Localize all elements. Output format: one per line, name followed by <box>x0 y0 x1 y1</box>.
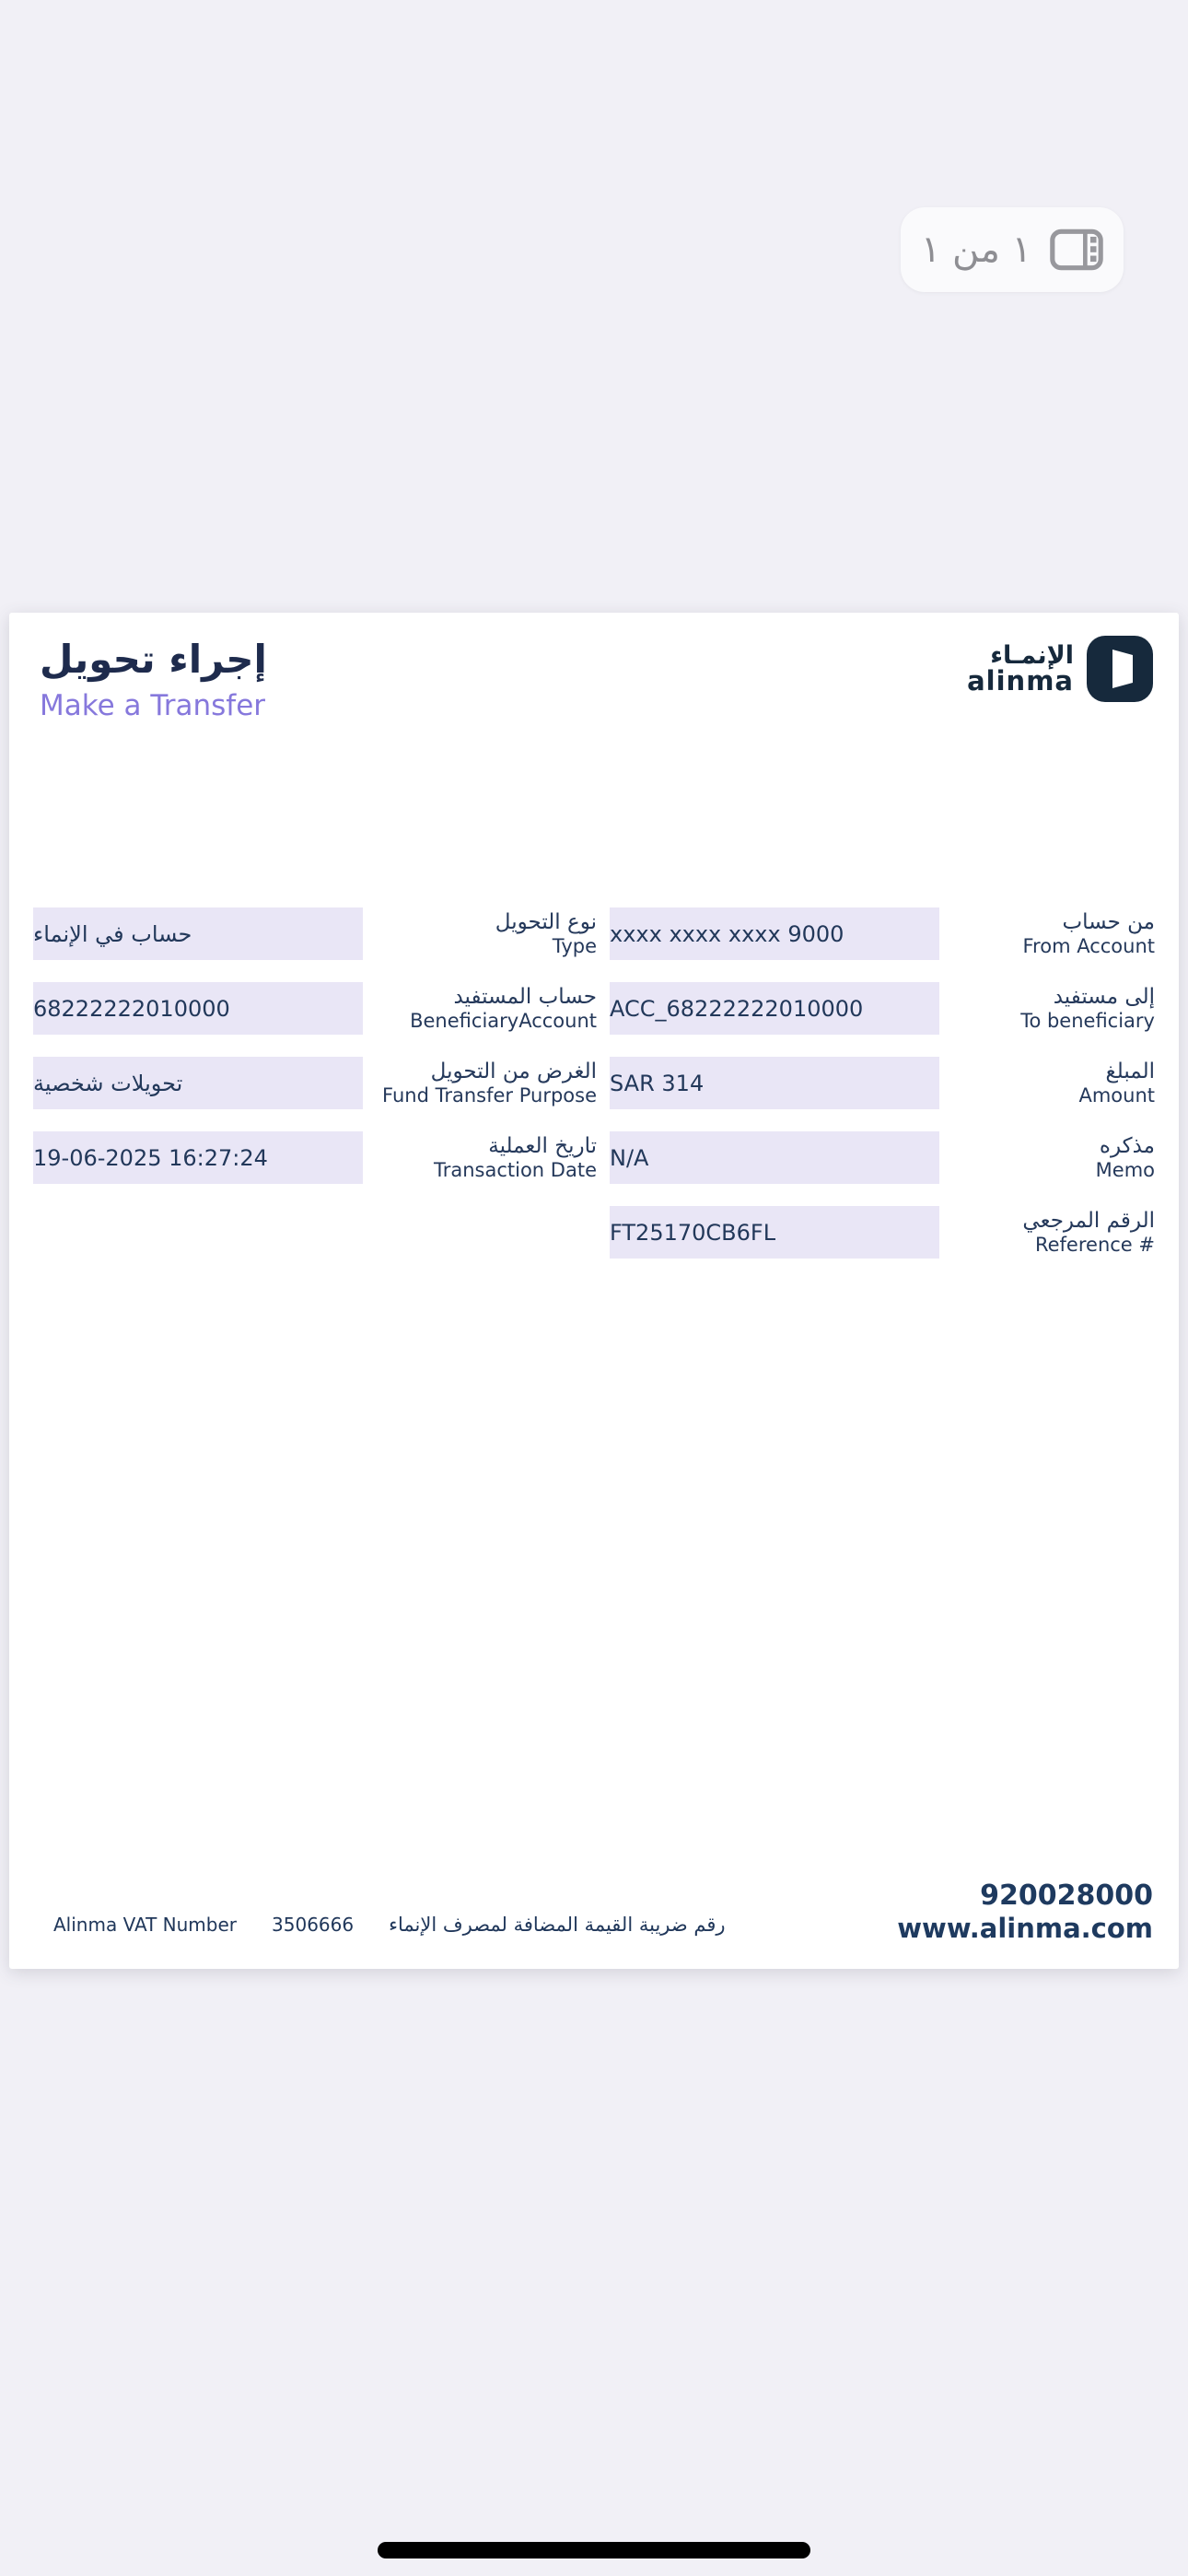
bank-contact-info <box>897 1879 1153 1945</box>
field-label-en: From Account <box>1022 934 1155 957</box>
field-label-ar: المبلغ <box>1105 1059 1155 1083</box>
field-label-ar: من حساب <box>1062 909 1155 934</box>
field-row <box>33 1131 1155 1184</box>
field-label-en: Memo <box>1095 1158 1155 1181</box>
field-transaction-date <box>33 1131 597 1184</box>
field-row <box>33 907 1155 960</box>
transfer-details <box>33 907 1155 1281</box>
field-to-beneficiary <box>610 982 1155 1035</box>
field-value: xxxx xxxx xxxx 9000 <box>610 907 939 960</box>
page-thumbnails-icon <box>1050 228 1103 271</box>
alinma-door-icon <box>1087 636 1153 702</box>
field-label-en: Reference # <box>1034 1233 1155 1256</box>
receipt-document <box>9 613 1179 1969</box>
brand-name-arabic: الإنمـاء <box>990 641 1074 670</box>
page-count-label: ١ من ١ <box>920 228 1032 271</box>
field-value: ACC_68222222010000 <box>610 982 939 1035</box>
bank-website: www.alinma.com <box>897 1913 1153 1945</box>
field-label-en: Type <box>552 934 597 957</box>
field-reference <box>610 1206 1155 1259</box>
vat-label-arabic: رقم ضريبة القيمة المضافة لمصرف الإنماء <box>389 1914 726 1936</box>
field-label-ar: إلى مستفيد <box>1053 984 1155 1009</box>
field-label-ar: حساب المستفيد <box>453 984 597 1009</box>
field-from-account <box>610 907 1155 960</box>
field-label-en: BeneficiaryAccount <box>410 1009 597 1032</box>
field-label-ar: الغرض من التحويل <box>430 1059 597 1083</box>
field-beneficiary-account <box>33 982 597 1035</box>
field-value: SAR 314 <box>610 1057 939 1109</box>
field-row <box>33 982 1155 1035</box>
field-purpose <box>33 1057 597 1109</box>
field-empty <box>33 1206 597 1259</box>
field-label-en: Amount <box>1078 1083 1155 1107</box>
field-label-ar: الرقم المرجعي <box>1022 1208 1155 1233</box>
field-label-en: Transaction Date <box>433 1158 597 1181</box>
field-label-ar: نوع التحويل <box>495 909 597 934</box>
document-title-english: Make a Transfer <box>40 689 266 722</box>
field-label-en: To beneficiary <box>1020 1009 1155 1032</box>
vat-number: 3506666 <box>272 1914 355 1936</box>
home-indicator[interactable] <box>378 2542 810 2558</box>
field-row <box>33 1206 1155 1259</box>
field-type <box>33 907 597 960</box>
field-row <box>33 1057 1155 1109</box>
field-value: تحويلات شخصية <box>33 1057 363 1109</box>
field-value: N/A <box>610 1131 939 1184</box>
field-value: 16:27:24 19-06-2025 <box>33 1131 363 1184</box>
field-memo <box>610 1131 1155 1184</box>
field-value: FT25170CB6FL <box>610 1206 939 1259</box>
page-indicator-pill[interactable] <box>901 207 1124 292</box>
field-label-en: Fund Transfer Purpose <box>382 1083 597 1107</box>
vat-info <box>53 1914 726 1936</box>
bank-phone: 920028000 <box>980 1879 1153 1913</box>
document-header <box>40 637 267 722</box>
vat-label-english: Alinma VAT Number <box>53 1914 238 1936</box>
field-label-ar: مذكره <box>1099 1133 1155 1158</box>
field-value: 68222222010000 <box>33 982 363 1035</box>
field-value: حساب في الإنماء <box>33 907 363 960</box>
document-title-arabic: إجراء تحويل <box>40 637 267 682</box>
alinma-logo <box>967 636 1153 702</box>
field-amount <box>610 1057 1155 1109</box>
field-label-ar: تاريخ العملية <box>488 1133 597 1158</box>
brand-name-english: alinma <box>967 665 1074 697</box>
